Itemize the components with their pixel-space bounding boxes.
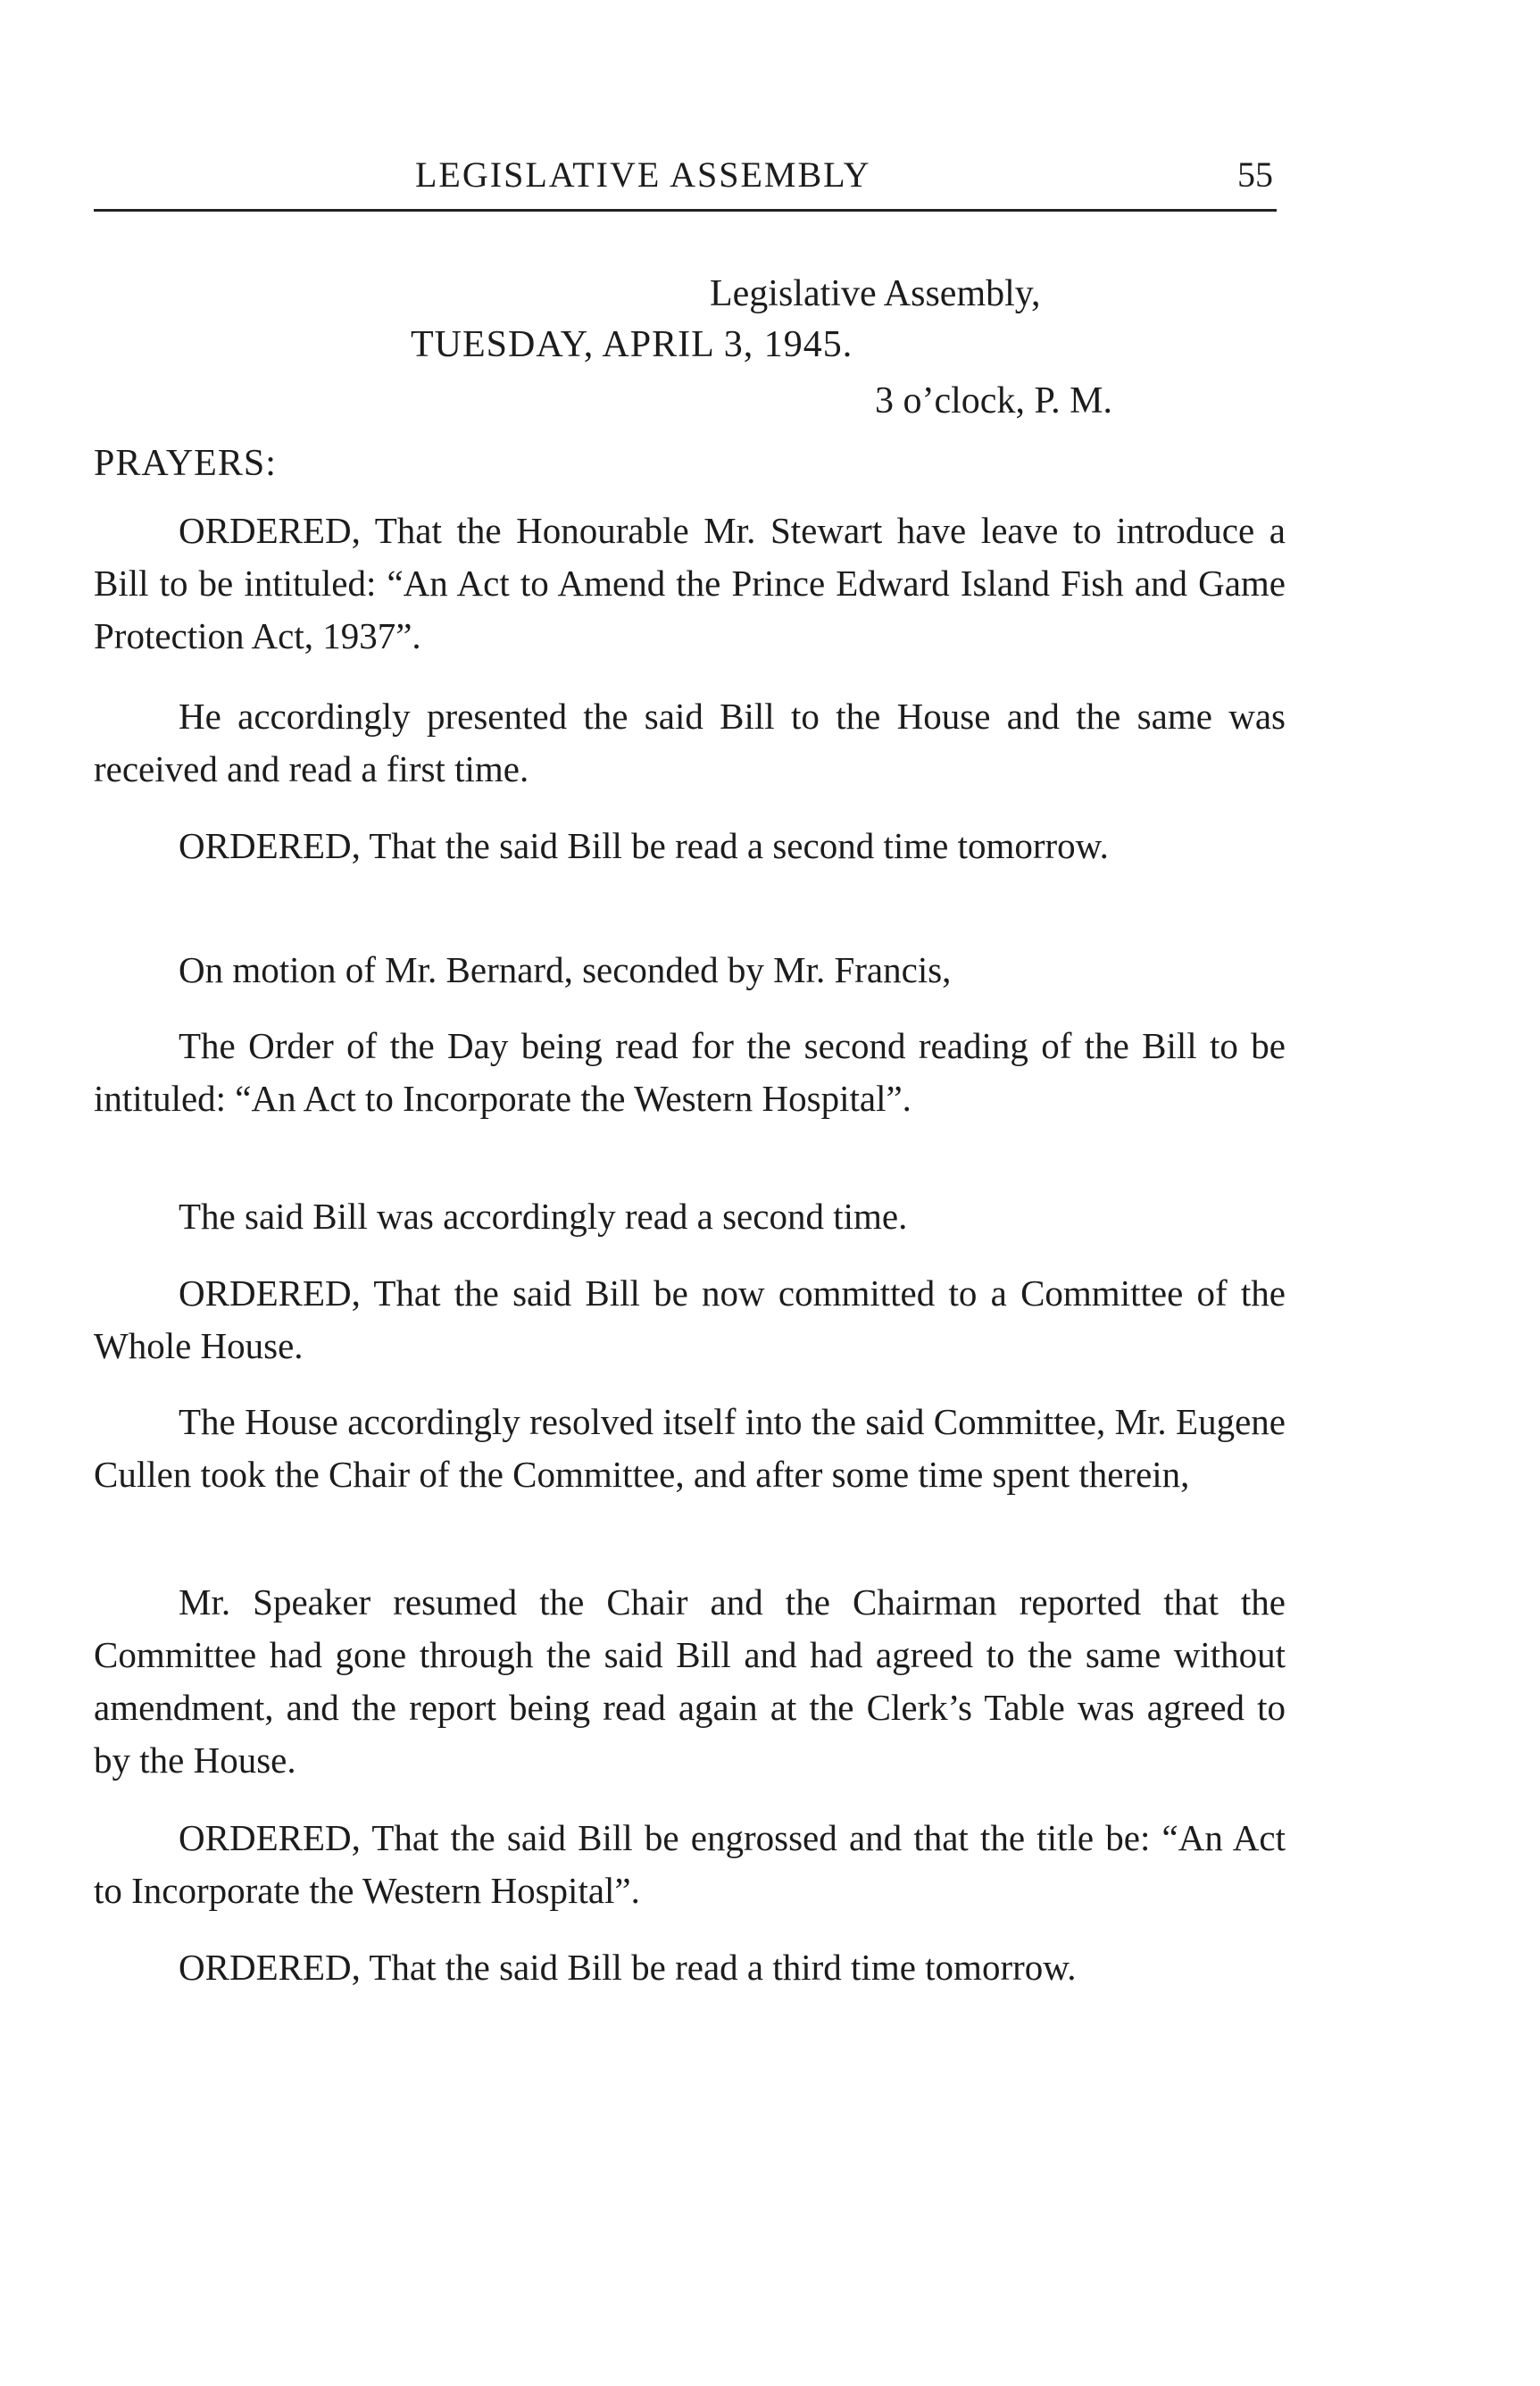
paragraph-order-of-day: The Order of the Day being read for the second reading of the Bill to be intituled: “An Act to Incorporate the Western Hospital”. (94, 1025, 1286, 1119)
paragraph-report: Mr. Speaker resumed the Chair and the Chairman reported that the Committee had gone through the said Bill and had agreed to the same without amendment, and the report being read again at the Clerk’s Table was agreed to by the House. (94, 1581, 1286, 1781)
paragraph-second-reading-order: ORDERED, That the said Bill be read a second time tomorrow. (179, 825, 1109, 866)
paragraph-committed: ORDERED, That the said Bill be now committed to a Committee of the Whole House. (94, 1272, 1286, 1366)
paragraph-first-reading: He accordingly presented the said Bill to the House and the same was received and read a first time. (94, 696, 1286, 789)
paragraph-third-reading-order: ORDERED, That the said Bill be read a third time tomorrow. (179, 1947, 1077, 1988)
sitting-date: TUESDAY, APRIL 3, 1945. (411, 324, 853, 365)
assembly-heading: Legislative Assembly, (710, 273, 1041, 314)
paragraph-motion: On motion of Mr. Bernard, seconded by Mr. Francis, (179, 949, 952, 990)
prayers-heading: PRAYERS: (94, 443, 277, 484)
paragraph-second-reading: The said Bill was accordingly read a second time. (179, 1196, 908, 1237)
paragraph-committee: The House accordingly resolved itself into the said Committee, Mr. Eugene Cullen took the Chair of the Committee, and after some time spent therein, (94, 1401, 1286, 1495)
page-number: 55 (1237, 154, 1273, 195)
paragraph-engrossed: ORDERED, That the said Bill be engrossed and that the title be: “An Act to Incorporate the Western Hospital”. (94, 1817, 1286, 1911)
running-title: LEGISLATIVE ASSEMBLY (415, 154, 871, 195)
sitting-time: 3 o’clock, P. M. (875, 380, 1112, 421)
running-head (94, 154, 1277, 212)
paragraph-leave-to-introduce: ORDERED, That the Honourable Mr. Stewart have leave to introduce a Bill to be intituled: “An Act to Amend the Prince Edward Island Fish and Game Protection Act, 1937”. (94, 510, 1286, 656)
